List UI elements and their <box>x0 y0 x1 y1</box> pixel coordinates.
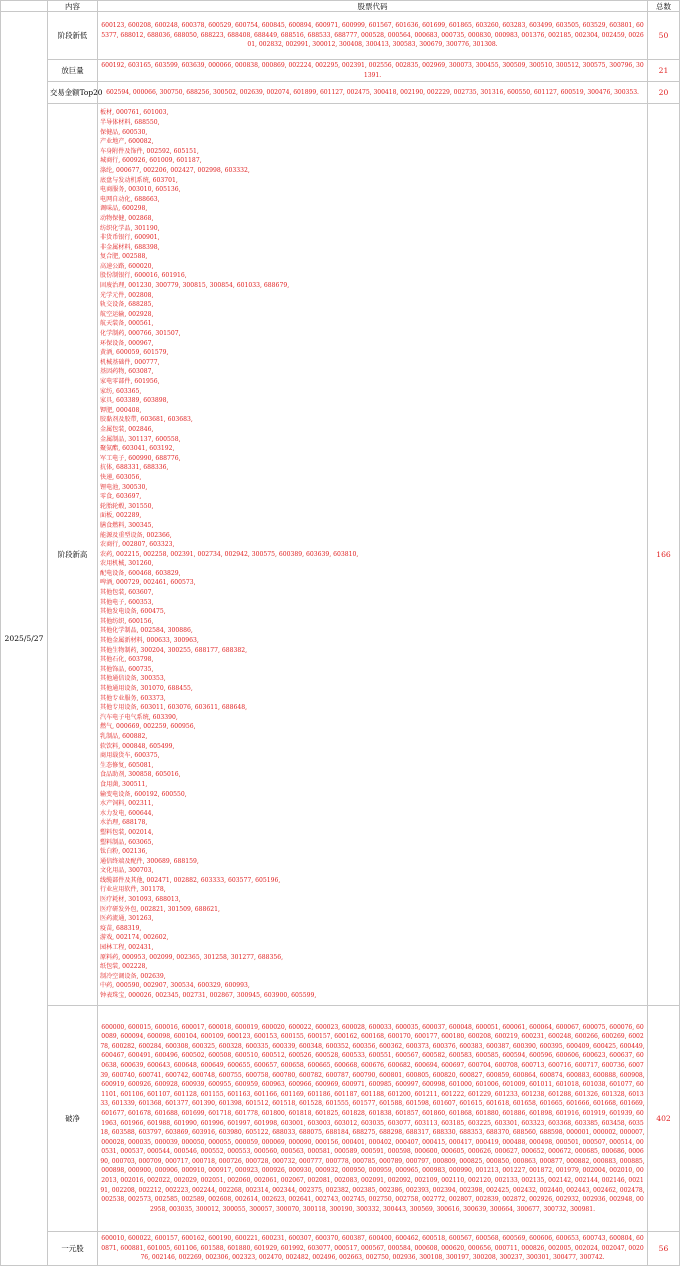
date-cell: 2025/5/27 <box>1 12 48 1266</box>
total-count: 402 <box>648 1006 680 1232</box>
sector-line: 燃气, 000669, 002259, 600956, <box>100 723 196 731</box>
sector-line: 高速公路, 600020, <box>100 262 154 270</box>
sector-line: 水产饲料, 002311, <box>100 800 154 808</box>
sector-line: 纺织化学品, 301190, <box>100 224 160 232</box>
sector-line: 水治理, 688178, <box>100 819 148 827</box>
sector-line: 塑料制品, 603065, <box>100 838 154 846</box>
sector-line: 软饮料, 000848, 605499, <box>100 742 175 750</box>
stock-codes-cell: 600192, 603165, 603599, 603639, 000066, 000838, 000869, 002224, 002295, 002391, 002556, 002835, 002969, 300073, 300455, 300509, 300510, 300512, 300575, 300796, 301391. <box>98 60 648 82</box>
category-label: 阶段新高 <box>48 104 98 1006</box>
sector-line: 水力发电, 600644, <box>100 809 154 817</box>
sector-line: 其他石化, 603798, <box>100 656 154 664</box>
sector-line: 钟表珠宝, 000026, 002345, 002731, 002867, 300945, 603900, 605599, <box>100 992 317 1000</box>
sector-line: 家电零部件, 601956, <box>100 378 160 386</box>
table-row-top-turnover <box>1 82 680 104</box>
sector-line: 黄酒, 600059, 601579, <box>100 349 169 357</box>
sector-line: 股份制银行, 600016, 601916, <box>100 272 187 280</box>
sector-line: 抗体, 688331, 688336, <box>100 464 169 472</box>
sector-line: 其他通用设备, 301070, 688455, <box>100 685 193 693</box>
sector-line: 其他通信设备, 300353, <box>100 675 166 683</box>
sector-line: 商用载货车, 600375, <box>100 752 160 760</box>
sector-line: 中药, 000590, 002907, 300534, 600329, 600993, <box>100 982 250 990</box>
sector-line: 半导体材料, 688550, <box>100 118 160 126</box>
category-label: 放巨量 <box>48 60 98 82</box>
sector-line: 调味品, 600298, <box>100 205 148 213</box>
sector-line: 其他饰品, 600735, <box>100 665 154 673</box>
sector-line: 聚氨酯, 603041, 603192, <box>100 445 175 453</box>
table-row-new-low <box>1 12 680 60</box>
sector-line: 零食, 603697, <box>100 493 142 501</box>
sector-line: 航空运输, 002928, <box>100 310 154 318</box>
sector-line: 电网自动化, 688663, <box>100 195 160 203</box>
sector-line: 线缆部件及其他, 002471, 002882, 603333, 603577, 605196, <box>100 876 281 884</box>
sector-line: 军工电子, 600990, 688776, <box>100 454 181 462</box>
sector-line: 面板, 002289, <box>100 512 142 520</box>
table-row-penny-stock <box>1 1232 680 1266</box>
category-label: 交易金额Top20 <box>48 82 98 104</box>
sector-line: 疫苗, 688319, <box>100 924 142 932</box>
sector-line: 乳制品, 600882, <box>100 732 148 740</box>
stock-codes-cell: 600010, 600022, 600157, 600162, 600190, 600221, 600231, 600307, 600370, 600387, 600400, 600462, 600518, 600567, 600568, 600569, 600606, 600653, 600743, 600804, 600871, 600881, 601005, 601106, 601588, 601880, 601929, 601992, 603077, 000517, 000567, 000584, 000608, 000620, 000656, 000711, 000826, 002005, 002024, 002047, 002076, 002146, 002269, 002306, 002323, 002470, 002482, 002496, 002663, 002750, 002936, 300108, 300197, 300208, 300237, 300301, 300477, 300742. <box>98 1232 648 1266</box>
sector-line: 家具, 603389, 603898, <box>100 397 169 405</box>
sector-line: 钛白粉, 002136, <box>100 848 148 856</box>
sector-line: 食品助剂, 300858, 605016, <box>100 771 181 779</box>
sector-line: 配电设备, 600468, 603829, <box>100 569 181 577</box>
sector-line: 其他包装, 603607, <box>100 589 154 597</box>
sector-line: 板材, 000761, 601003, <box>100 109 169 117</box>
sector-line: 游戏, 002174, 002602, <box>100 934 169 942</box>
sector-line: 农用机械, 301260, <box>100 560 154 568</box>
stock-codes-cell: 600000, 600015, 600016, 600017, 600018, 600019, 600020, 600022, 600023, 600028, 600033, 600035, 600037, 600048, 600051, 600061, 600064, 600067, 600075, 600076, 600089, 600094, 600098, 600104, 600109, 600123, 600153, 600155, 600157, 600162, 600168, 600170, 600177, 600180, 600208, 600219, 600231, 600248, 600266, 600269, 600278, 600282, 600284, 600308, 600325, 600328, 600335, 600339, 600348, 600352, 600356, 600362, 600373, 600376, 600383, 600387, 600390, 600395, 600409, 600425, 600449, 600467, 600491, 600496, 600502, 600508, 600510, 600512, 600526, 600528, 600533, 600551, 600567, 600582, 600583, 600585, 600594, 600596, 600606, 600623, 600637, 600638, 600639, 600643, 600648, 600649, 600655, 600657, 600658, 600665, 600668, 600676, 600682, 600694, 600697, 600704, 600708, 600713, 600716, 600717, 600736, 600739, 600740, 600741, 600742, 600748, 600755, 600758, 600780, 600782, 600787, 600790, 600801, 600805, 600820, 600827, 600859, 600864, 600874, 600883, 600888, 600908, 600919, 600926, 600928, 600939, 600955, 600959, 600963, 600966, 600969, 600971, 600985, 600997, 600998, 601000, 601006, 601009, 601011, 601018, 601038, 601077, 601101, 601106, 601107, 601128, 601155, 601163, 601166, 601169, 601186, 601187, 601188, 601200, 601211, 601222, 601229, 601233, 601238, 601288, 601326, 601328, 601333, 601339, 601368, 601377, 601390, 601398, 601512, 601518, 601528, 601555, 601577, 601588, 601598, 601607, 601615, 601618, 601658, 601665, 601666, 601668, 601669, 601677, 601678, 601688, 601699, 601718, 601778, 601800, 601818, 601825, 601828, 601838, 601857, 601860, 601868, 601880, 601886, 601898, 601916, 601919, 601939, 601963, 601966, 601988, 601990, 601996, 601997, 601998, 603001, 603003, 603012, 603035, 603077, 603113, 603185, 603225, 603301, 603323, 603368, 603385, 603458, 603518, 603588, 603797, 603869, 603916, 603980, 605122, 688033, 688075, 688184, 688275, 688298, 688317, 688330, 688353, 688370, 688560, 688598, 000001, 000002, 000007, 000028, 000035, 000039, 000050, 000055, 000059, 000069, 000090, 000156, 000401, 000402, 000407, 000415, 000417, 000419, 000488, 000498, 000501, 000507, 000514, 000531, 000537, 000544, 000546, 000552, 000553, 000560, 000563, 000581, 000589, 000591, 000598, 000600, 000605, 000626, 000627, 000652, 000672, 000685, 000686, 000690, 000703, 000709, 000717, 000718, 000726, 000728, 000732, 000777, 000778, 000785, 000789, 000797, 000809, 000825, 000850, 000863, 000877, 000882, 000883, 000885, 000898, 000900, 000906, 000910, 000917, 000923, 000926, 000930, 000932, 000950, 000959, 000965, 000983, 000990, 001213, 001227, 001872, 001979, 002004, 002010, 002013, 002016, 002022, 002029, 002051, 002060, 002061, 002067, 002081, 002083, 002091, 002092, 002109, 002110, 002120, 002133, 002135, 002142, 002144, 002146, 002191, 002208, 002212, 002223, 002244, 002268, 002314, 002344, 002375, 002382, 002385, 002386, 002393, 002394, 002398, 002425, 002432, 002440, 002443, 002462, 002478, 002538, 002573, 002585, 002589, 002608, 002614, 002623, 002641, 002743, 002745, 002750, 002758, 002772, 002807, 002839, 002872, 002926, 002932, 002936, 002948, 002958, 003035, 300012, 300055, 300057, 300070, 300118, 300190, 300332, 300443, 300569, 300616, 300639, 300664, 300677, 300732, 300981. <box>98 1006 648 1232</box>
sector-line: 锂电池, 300530, <box>100 483 148 491</box>
sector-line: 快递, 603056, <box>100 473 142 481</box>
sector-line: 制冷空调设备, 002639, <box>100 972 166 980</box>
sector-line: 环保设备, 000967, <box>100 339 154 347</box>
table-row-huge-volume <box>1 60 680 82</box>
stock-codes-cell: 602594, 000066, 300750, 688256, 300502, 002639, 002074, 601899, 601127, 002475, 300418, 002190, 002229, 002735, 301316, 600550, 601127, 600519, 300476, 300353. <box>98 82 648 104</box>
header-codes: 股票代码 <box>98 1 648 12</box>
sector-line: 通信终端及配件, 300689, 688159, <box>100 857 199 865</box>
sector-line: 胶黏剂及胶带, 603681, 603683, <box>100 416 193 424</box>
sector-line: 保健品, 600530, <box>100 128 148 136</box>
sector-line: 其他生物制药, 300204, 300255, 688177, 688382, <box>100 646 248 654</box>
sector-line: 纸包装, 002228, <box>100 963 148 971</box>
sector-line: 产业地产, 600082, <box>100 138 154 146</box>
sector-line: 航天装备, 000561, <box>100 320 154 328</box>
sector-line: 啤酒, 000729, 002461, 600573, <box>100 579 196 587</box>
sector-line: 膳食燃料, 300345, <box>100 521 154 529</box>
sector-line: 化学制药, 000766, 301507, <box>100 330 181 338</box>
sector-line: 城商行, 600926, 601009, 601187, <box>100 157 202 165</box>
sector-line: 行业应用软件, 301178, <box>100 886 166 894</box>
category-label: 破净 <box>48 1006 98 1232</box>
total-count: 50 <box>648 12 680 60</box>
sector-line: 输变电设备, 600192, 600550, <box>100 790 187 798</box>
sector-line: 能源及重型设备, 002366, <box>100 531 172 539</box>
category-label: 一元股 <box>48 1232 98 1266</box>
sector-line: 涤纶, 000677, 002206, 002427, 002998, 603332, <box>100 166 250 174</box>
total-count: 56 <box>648 1232 680 1266</box>
total-count: 20 <box>648 82 680 104</box>
sector-line: 医疗耗材, 301093, 688013, <box>100 896 181 904</box>
sector-line: 塑料包装, 002014, <box>100 828 154 836</box>
sector-line: 其他专业服务, 603373, <box>100 694 166 702</box>
sector-line: 文化用品, 300703, <box>100 867 154 875</box>
sector-line: 动物保健, 002868, <box>100 214 154 222</box>
total-count: 166 <box>648 104 680 1006</box>
sector-line: 钾肥, 000408, <box>100 406 142 414</box>
sector-line: 轮胎轮毂, 301550, <box>100 502 154 510</box>
sector-line: 园林工程, 002431, <box>100 944 154 952</box>
sector-line: 农商行, 002807, 603323, <box>100 541 175 549</box>
sector-line: 金属包装, 002846, <box>100 425 154 433</box>
sector-line: 其他化学制品, 002584, 300886, <box>100 627 193 635</box>
sector-line: 机械基础件, 000777, <box>100 358 160 366</box>
sector-line: 车身附件及饰件, 002592, 605151, <box>100 147 199 155</box>
stock-codes-cell: 600123, 600208, 600248, 600378, 600529, 600754, 600845, 600894, 600971, 600999, 601567, 601636, 601699, 601865, 603260, 603283, 603499, 603505, 603529, 603801, 605377, 688012, 688036, 688050, 688223, 688408, 688449, 688516, 688533, 688777, 000528, 000564, 000683, 000735, 000830, 000983, 001376, 002185, 002304, 002459, 002601, 002832, 002991, 300012, 300408, 300413, 300583, 300679, 300776, 301308. <box>98 12 648 60</box>
header-content: 内容 <box>48 1 98 12</box>
sector-line: 电商服务, 003010, 605136, <box>100 186 181 194</box>
sector-line: 其他金属新材料, 000633, 300963, <box>100 637 199 645</box>
sector-line: 金属制品, 301137, 600558, <box>100 435 181 443</box>
sector-line: 复合肥, 002588, <box>100 253 148 261</box>
sector-line: 汽车电子电气系统, 603390, <box>100 713 178 721</box>
sector-line: 其他专用设备, 603011, 603076, 603611, 688648, <box>100 704 248 712</box>
header-total: 总数 <box>648 1 680 12</box>
sector-line: 农药, 002215, 002258, 002391, 002734, 002942, 300575, 600389, 603639, 603810, <box>100 550 359 558</box>
header-row <box>1 1 680 12</box>
sector-line: 其他电子, 600353, <box>100 598 154 606</box>
sector-line: 其他发电设备, 600475, <box>100 608 166 616</box>
sector-line: 医疗研发外包, 002821, 301509, 688621, <box>100 905 220 913</box>
sector-line: 底盘与发动机系统, 603701, <box>100 176 178 184</box>
sector-line: 光学元件, 002808, <box>100 291 154 299</box>
sector-line: 家纺, 603365, <box>100 387 142 395</box>
sector-line: 生态修复, 605081, <box>100 761 154 769</box>
sector-line: 固废治理, 001230, 300779, 300815, 300854, 601033, 688679, <box>100 282 290 290</box>
header-date <box>1 1 48 12</box>
total-count: 21 <box>648 60 680 82</box>
sector-line: 基因药物, 603087, <box>100 368 154 376</box>
sector-line: 其他纺织, 600156, <box>100 617 154 625</box>
sector-line: 医药流通, 301263, <box>100 915 154 923</box>
sector-list-cell <box>98 104 648 1006</box>
category-label: 阶段新低 <box>48 12 98 60</box>
sector-line: 轨交设备, 688285, <box>100 301 154 309</box>
table-row-below-book <box>1 1006 680 1232</box>
sector-line: 食用菌, 300511, <box>100 780 148 788</box>
sector-line: 非金属材料, 688398, <box>100 243 160 251</box>
sector-line: 非货币银行, 600901, <box>100 234 160 242</box>
table-row-new-high <box>1 104 680 1006</box>
sector-line: 原料药, 000953, 002099, 002365, 301258, 301277, 688356, <box>100 953 284 961</box>
